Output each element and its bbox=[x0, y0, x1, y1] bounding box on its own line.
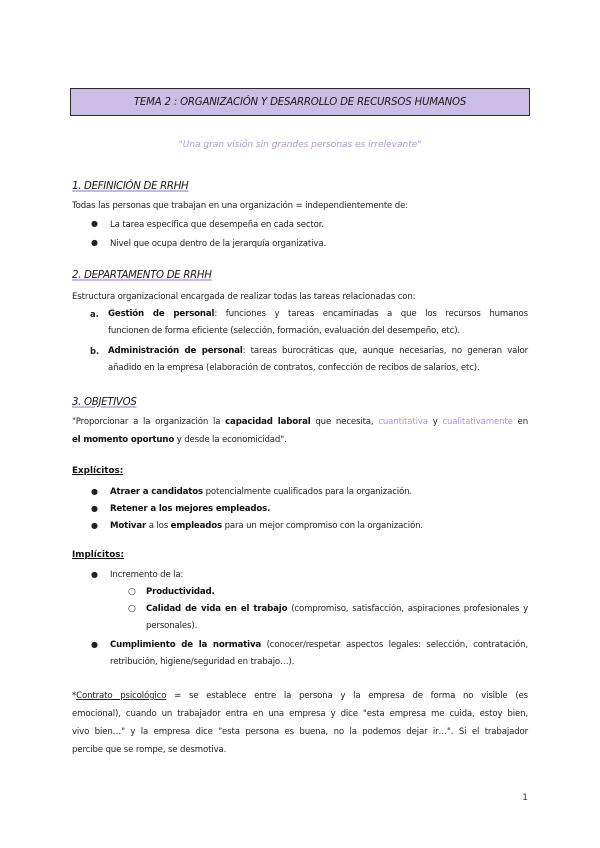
objective-quote-line-2: el momento oportuno y desde la economicidad". bbox=[72, 435, 287, 445]
item-a-line-1 bbox=[108, 306, 528, 323]
implicitos-heading: Implícitos: bbox=[72, 550, 124, 560]
lavender-cualitativamente: cualitativamente bbox=[442, 417, 513, 427]
implicit-sub-calidad-line-1: Calidad de vida en el trabajo (compromiso, satisfacción, aspiraciones profesionales y bbox=[146, 604, 528, 614]
implicit-item-2-line-2: retribución, higiene/seguridad en trabajo…). bbox=[110, 657, 295, 667]
page-title: TEMA 2 : ORGANIZACIÓN Y DESARROLLO DE RECURSOS HUMANOS bbox=[133, 96, 467, 108]
title-box bbox=[70, 88, 530, 116]
explicit-item-3: Motivar a los empleados para un mejor compromiso con la organización. bbox=[110, 521, 423, 531]
note-line-2: emocional), cuando un trabajador entra en una empresa y dice "esta empresa me cuida, estoy bien, bbox=[72, 709, 528, 719]
note-line-3: vivo bien…" y la empresa dice "esta persona es buena, no la podemos dejar ir…". Si el trabajador bbox=[72, 727, 528, 737]
implicit-sub-productividad: Productividad. bbox=[146, 587, 215, 597]
item-a-line-2: funcionen de forma eficiente (selección, formación, evaluación del desempeño, etc). bbox=[108, 326, 460, 336]
item-b-label: b. bbox=[90, 346, 100, 356]
bold-momento-oportuno: el momento oportuno bbox=[72, 435, 175, 445]
item-a-text: : funciones y tareas encaminadas a que los recursos humanos bbox=[214, 309, 528, 319]
explicit-item-1: Atraer a candidatos potencialmente cualificados para la organización. bbox=[110, 487, 412, 497]
s1-bullet-1: La tarea específica que desempeña en cada sector. bbox=[110, 220, 324, 230]
note-line-4: percibe que se rompe, se desmotiva. bbox=[72, 745, 227, 755]
lavender-cuantitativa: cuantitativa bbox=[378, 417, 428, 427]
item-a-bold: Gestión de personal bbox=[108, 309, 215, 319]
section-2-intro: Estructura organizacional encargada de realizar todas las tareas relacionadas con: bbox=[72, 292, 416, 302]
section-2-heading: 2. DEPARTAMENTO DE RRHH bbox=[72, 270, 212, 281]
implicit-item-1: Incremento de la: bbox=[110, 570, 184, 580]
item-b-line-2: añadido en la empresa (elaboración de contratos, confección de recibos de salarios, etc). bbox=[108, 363, 480, 373]
objective-quote-line-1: "Proporcionar a la organización la capacidad laboral que necesita, cuantitativa y cualitativamente en bbox=[72, 417, 528, 427]
item-b-text: : tareas burocráticas que, aunque necesarias, no generan valor bbox=[242, 346, 528, 356]
bullet-icon: ● bbox=[91, 640, 98, 649]
bullet-icon: ● bbox=[91, 521, 98, 530]
section-1-intro: Todas las personas que trabajan en una organización = independientemente de: bbox=[72, 201, 408, 211]
explicitos-heading: Explícitos: bbox=[72, 466, 124, 476]
note-line-1: *Contrato psicológico = se establece entre la persona y la empresa de forma no visible (es bbox=[72, 691, 529, 701]
item-b-bold: Administración de personal bbox=[108, 346, 243, 356]
page-number: 1 bbox=[522, 793, 528, 803]
bullet-icon: ● bbox=[91, 570, 98, 579]
bullet-icon: ● bbox=[91, 487, 98, 496]
item-b-line-1 bbox=[108, 343, 528, 360]
explicit-item-2: Retener a los mejores empleados. bbox=[110, 504, 271, 514]
bold-capacidad-laboral: capacidad laboral bbox=[225, 417, 311, 427]
bullet-icon: ● bbox=[91, 238, 98, 247]
bullet-icon: ● bbox=[91, 504, 98, 513]
implicit-sub-calidad-line-2: personales). bbox=[146, 621, 198, 631]
contrato-psicologico: Contrato psicológico bbox=[76, 691, 167, 701]
quote: "Una gran visión sin grandes personas es irrelevante" bbox=[178, 140, 422, 150]
item-a-label: a. bbox=[90, 309, 99, 319]
section-3-heading: 3. OBJETIVOS bbox=[72, 397, 137, 408]
circle-bullet-icon: ○ bbox=[128, 604, 136, 614]
implicit-item-2-line-1: Cumplimiento de la normativa (conocer/respetar aspectos legales: selección, contratación, bbox=[110, 640, 528, 650]
s1-bullet-2: Nivel que ocupa dentro de la jerarquía organizativa. bbox=[110, 239, 327, 249]
bullet-icon: ● bbox=[91, 219, 98, 228]
section-1-heading: 1. DEFINICIÓN DE RRHH bbox=[72, 181, 189, 192]
circle-bullet-icon: ○ bbox=[128, 587, 136, 597]
